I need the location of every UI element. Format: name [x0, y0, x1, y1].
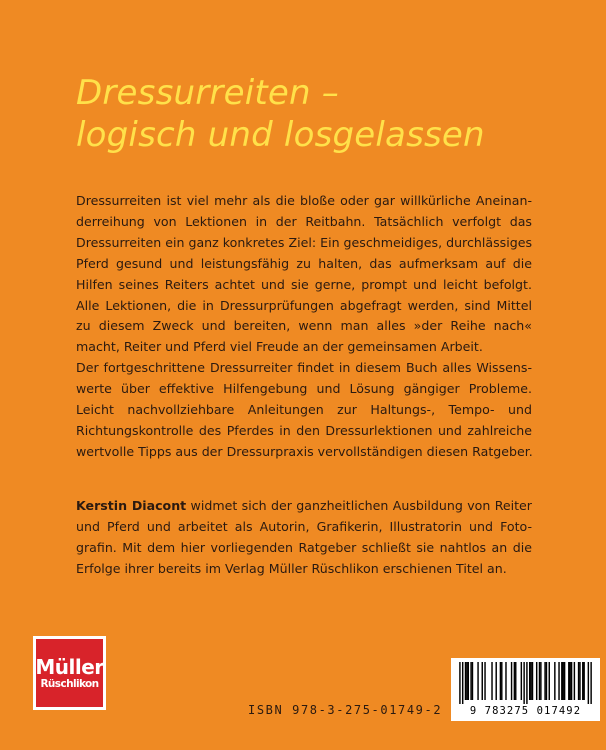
barcode-bar — [571, 662, 572, 700]
barcode-bar — [554, 662, 555, 700]
barcode-bar — [539, 662, 540, 700]
author-bio — [76, 496, 532, 580]
barcode-bar — [529, 662, 530, 700]
description-line: Der fortgeschrittene Dressurreiter findet in diesem Buch alles Wissens- — [76, 360, 532, 376]
author-bio-line: und Pferd und arbeitet als Autorin, Grafikerin, Illustratorin und Foto- — [76, 518, 532, 534]
headline-line-1: Dressurreiten – — [76, 73, 339, 113]
barcode-bar — [574, 662, 575, 700]
description-line: Leicht nachvollziehbare Anleitungen zur Haltungs-, Tempo- und — [76, 402, 532, 418]
barcode-bar — [558, 662, 559, 700]
description-line: wertvolle Tipps aus der Dressurpraxis vervollständigen diesen Ratgeber. — [76, 443, 533, 459]
barcode-bar — [465, 662, 466, 700]
barcode-bar — [472, 662, 473, 700]
book-headline — [76, 72, 485, 156]
barcode-bar — [466, 662, 467, 700]
barcode-bar — [482, 662, 483, 700]
barcode-bar — [588, 662, 589, 704]
description-line: Dressurreiten ist viel mehr als die bloße oder gar willkürliche Aneinan- — [76, 193, 532, 208]
author-name: Kerstin Diacont — [76, 498, 187, 513]
barcode-digits: 9 783275 017492 — [469, 705, 582, 717]
barcode-bar — [523, 662, 524, 704]
barcode-bar — [544, 662, 545, 700]
description-line: Richtungskontrolle des Pferdes in den Dressurlektionen und zahlreiche — [76, 422, 532, 438]
barcode-bar — [561, 662, 562, 700]
description-line: werte über effektive Hilfengebung und Lösung gängiger Probleme. — [76, 381, 532, 397]
barcode-bar — [484, 662, 485, 700]
author-bio-line — [76, 496, 532, 517]
author-bio-line: Erfolge ihrer bereits im Verlag Müller Rüschlikon erschienen Titel an. — [76, 560, 507, 576]
barcode-bar — [477, 662, 478, 700]
barcode-bars — [455, 662, 596, 704]
publisher-logo-mark — [36, 639, 103, 707]
description-line: macht, Reiter und Pferd viel Freude an der gemeinsamen Arbeit. — [76, 339, 483, 355]
barcode-bar — [521, 662, 522, 700]
description-line: Hilfen seines Reiters achtet und sie gerne, prompt und leicht befolgt. — [76, 276, 532, 292]
publisher-logo — [33, 636, 106, 710]
barcode-bar — [470, 662, 471, 700]
barcode-bar — [491, 662, 492, 700]
barcode-bar — [514, 662, 515, 700]
description-line: Dressurreiten ein ganz konkretes Ziel: Ein geschmeidiges, durchlässiges — [76, 234, 532, 250]
barcode-bar — [500, 662, 501, 700]
author-bio-line: grafin. Mit dem hier vorliegenden Ratgeber schließt sie nahtlos an die — [76, 539, 532, 555]
barcode-bar — [515, 662, 516, 700]
barcode-bar — [530, 662, 531, 700]
barcode-bar — [579, 662, 580, 700]
barcode-bar — [462, 662, 463, 704]
author-bio-line-rest: widmet sich der ganzheitlichen Ausbildung von Reiter — [186, 498, 532, 513]
barcode-bar — [495, 662, 496, 700]
publisher-logo-bottom: Rüschlikon — [40, 677, 99, 690]
barcode-bar — [532, 662, 533, 700]
barcode-bar — [564, 662, 565, 700]
description-line: Pferd gesund und leistungsfähig zu halten, das aufmerksam auf die — [76, 255, 532, 271]
barcode-bar — [590, 662, 591, 704]
barcode-bar — [540, 662, 541, 700]
barcode-bar — [562, 662, 563, 700]
barcode-bar — [468, 662, 469, 700]
book-description — [76, 191, 532, 463]
barcode-bar — [549, 662, 550, 700]
barcode-bar — [578, 662, 579, 700]
description-line: derreihung von Lektionen in der Reitbahn. Tatsächlich verfolgt das — [76, 213, 532, 229]
barcode-bar — [546, 662, 547, 700]
barcode-bar — [526, 662, 527, 704]
barcode-bar — [536, 662, 537, 700]
barcode-bar — [582, 662, 583, 700]
barcode-bar — [459, 662, 460, 704]
barcode — [451, 658, 600, 721]
description-line: Alle Lektionen, die in Dressurprüfungen abgefragt werden, sind Mittel — [76, 297, 532, 313]
barcode-bar — [568, 662, 569, 700]
barcode-bar — [511, 662, 512, 700]
publisher-logo-top: Müller — [35, 654, 104, 679]
barcode-bar — [569, 662, 570, 700]
barcode-bar — [505, 662, 506, 700]
barcode-bar — [501, 662, 502, 700]
isbn-number: ISBN 978-3-275-01749-2 — [248, 703, 443, 717]
barcode-bar — [583, 662, 584, 700]
description-line: zu diesem Zweck und bereiten, wenn man alles »der Reihe nach« — [76, 318, 532, 334]
headline-line-2: logisch und losgelassen — [76, 115, 485, 155]
